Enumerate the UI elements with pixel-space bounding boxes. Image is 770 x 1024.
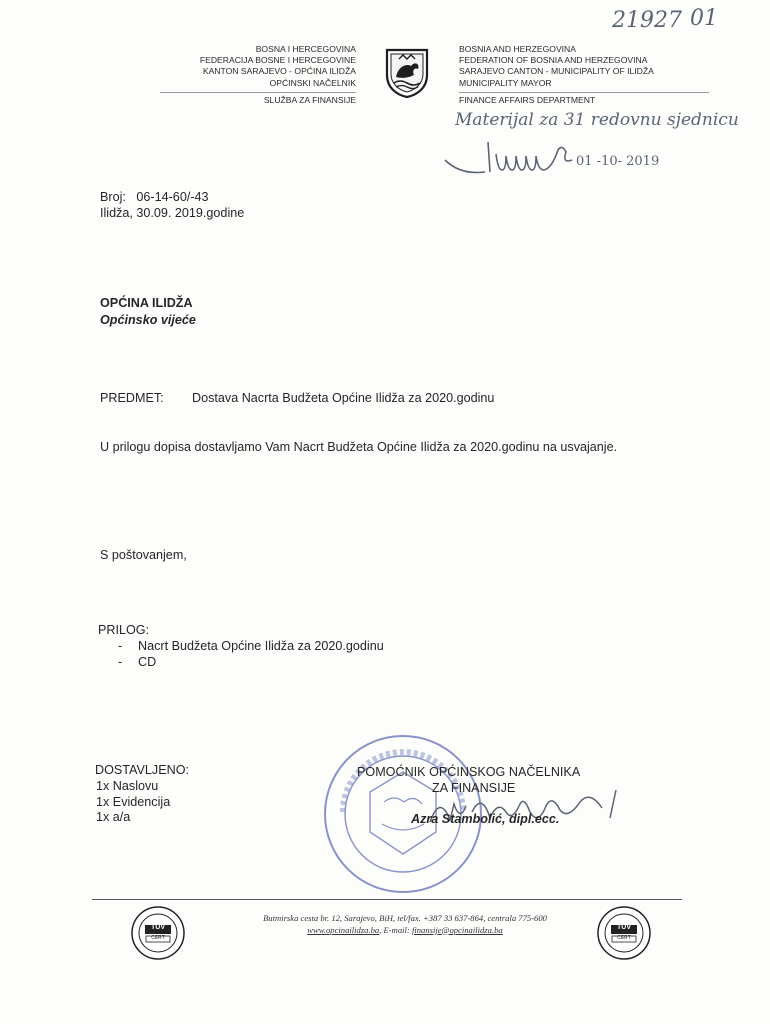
header-left-line: BOSNA I HERCEGOVINA xyxy=(255,44,356,54)
reference-number-label: Broj: xyxy=(100,190,126,204)
greeting: S poštovanjem, xyxy=(100,548,187,562)
handwritten-note: Materijal za 31 redovnu sjednicu xyxy=(455,110,739,130)
tuv-cert-logo-right xyxy=(596,905,652,966)
header-right-divider xyxy=(459,92,709,93)
header-left-divider xyxy=(160,92,356,93)
header-left-line: OPĆINSKI NAČELNIK xyxy=(269,77,356,88)
received-date-stamp: 01 -10- 2019 xyxy=(576,154,660,169)
footer-address-line: Butmirska cesta br. 12, Sarajevo, BiH, tel/fax. +387 33 637-864, centrala 775-600 xyxy=(263,913,547,923)
subject-text: Dostava Nacrta Budžeta Općine Ilidža za 2020.godinu xyxy=(192,391,495,405)
tuv-cert-sub: CERT xyxy=(617,935,631,941)
recipient-org: OPĆINA ILIDŽA xyxy=(100,296,193,310)
header-right-department: FINANCE AFFAIRS DEPARTMENT xyxy=(459,95,596,105)
tuv-label: TÜV xyxy=(617,924,631,931)
body-text: U prilogu dopisa dostavljamo Vam Nacrt Budžeta Općine Ilidža za 2020.godinu na usvajanje. xyxy=(100,440,618,454)
attachments-list xyxy=(110,639,510,670)
header-left-line: KANTON SARAJEVO - OPĆINA ILIDŽA xyxy=(202,66,356,77)
footer-website-link[interactable]: www.opcinailidza.ba xyxy=(307,924,380,935)
footer-address: Butmirska cesta br. 12, Sarajevo, BiH, tel/fax. +387 33 637-864, centrala 775-600 www.opcinailidza.ba, E-mail: finansije@opcinailidza.ba xyxy=(210,913,600,936)
tuv-cert-logo-left xyxy=(130,905,186,966)
handwritten-signature xyxy=(440,130,590,190)
distribution-item: 1x Naslovu xyxy=(96,779,159,793)
distribution-list xyxy=(96,779,170,826)
header-right-line: BOSNIA AND HERZEGOVINA xyxy=(459,44,576,54)
handwritten-number: 21927 xyxy=(612,8,682,33)
footer-divider xyxy=(92,899,682,900)
footer-email-label: E-mail: xyxy=(383,924,410,935)
header-left xyxy=(150,44,356,89)
header-right xyxy=(459,44,719,89)
tuv-cert-sub: CERT xyxy=(151,935,165,941)
header-left-line: FEDERACIJA BOSNE I HERCEGOVINE xyxy=(199,55,356,66)
attachment-item: - Nacrt Budžeta Općine Ilidža za 2020.godinu xyxy=(110,639,510,655)
header-right-line: FEDERATION OF BOSNIA AND HERZEGOVINA xyxy=(459,55,648,66)
distribution-item: 1x Evidencija xyxy=(96,794,171,809)
reference-number xyxy=(100,190,209,206)
distribution-label: DOSTAVLJENO: xyxy=(95,763,190,777)
reference-number-value: 06-14-60/-43 xyxy=(136,190,209,204)
attachment-item: - CD xyxy=(110,655,510,671)
signature-title-line2: ZA FINANSIJE xyxy=(432,781,516,795)
coat-of-arms-icon xyxy=(384,47,430,104)
footer-email-link[interactable]: finansije@opcinailidza.ba xyxy=(411,924,503,935)
header-right-line: MUNICIPALITY MAYOR xyxy=(459,77,552,88)
handwritten-code: 01 xyxy=(690,6,718,31)
recipient-body: Općinsko vijeće xyxy=(100,313,196,327)
tuv-label: TÜV xyxy=(151,924,165,931)
subject-label: PREDMET: xyxy=(100,391,164,405)
distribution-item: 1x a/a xyxy=(96,810,131,824)
signature-title-line1: POMOĆNIK OPĆINSKOG NAČELNIKA xyxy=(357,765,581,779)
reference-place-date: Ilidža, 30.09. 2019.godine xyxy=(100,206,245,220)
header-right-line: SARAJEVO CANTON - MUNICIPALITY OF ILIDŽA xyxy=(459,66,654,77)
attachments-label: PRILOG: xyxy=(98,623,150,637)
signature-name: Azra Stambolić, dipl.ecc. xyxy=(411,812,560,826)
header-left-department: SLUŽBA ZA FINANSIJE xyxy=(263,95,356,105)
